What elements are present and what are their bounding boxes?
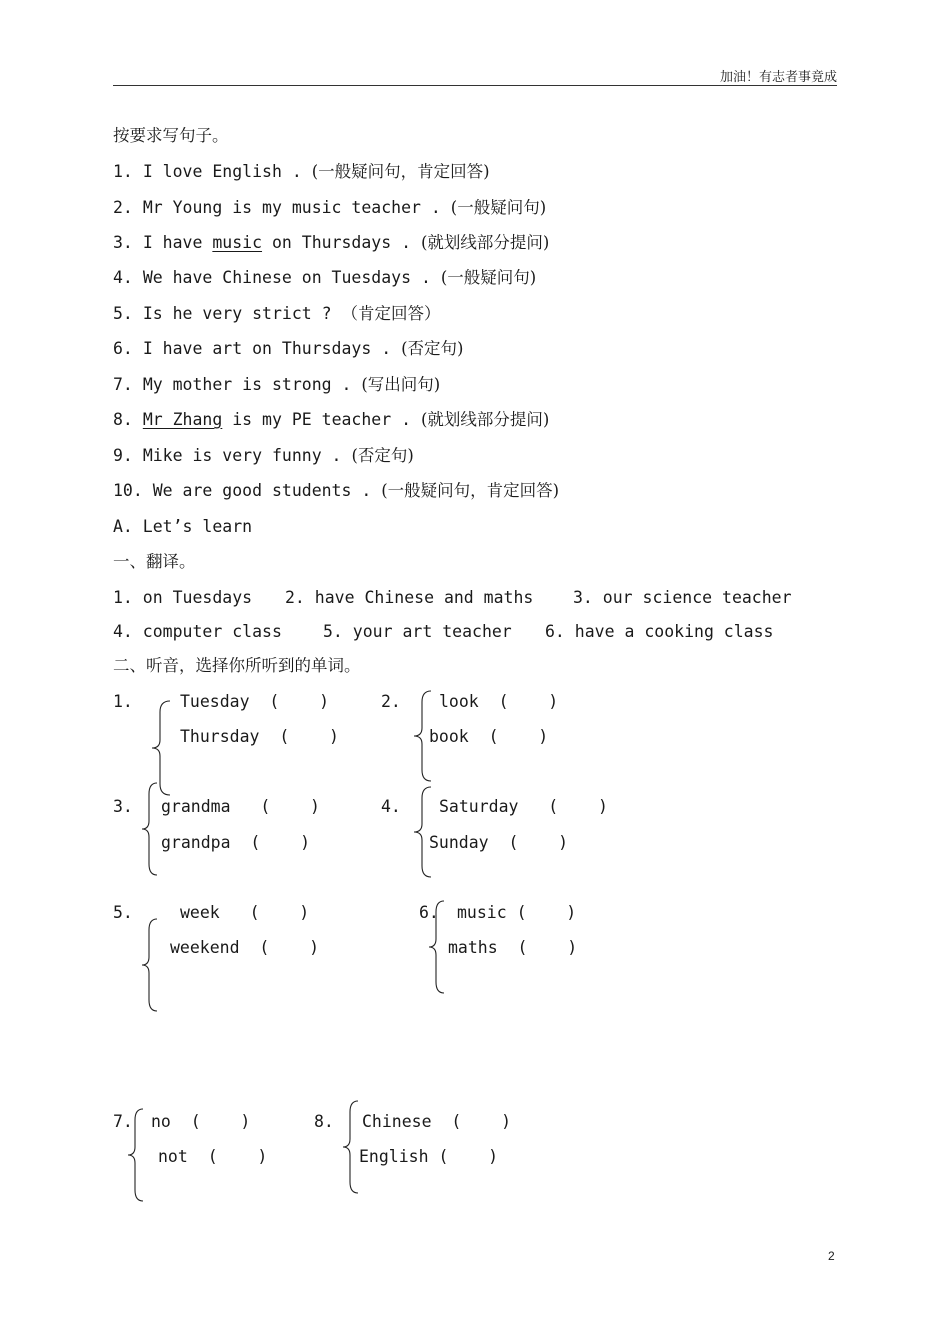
section-a-title: A. Let’s learn [113,517,253,536]
group-1-option-a[interactable]: Tuesday ( ) [180,692,330,711]
section-title: 按要求写句子。 [113,126,229,145]
translate-title: 一、翻译。 [113,552,196,571]
exercise-item-8: 8. Mr Zhang is my PE teacher . (就划线部分提问) [113,410,550,429]
brace-icon [141,918,157,1012]
underlined-word: Mr Zhang [142,410,223,429]
exercise-item-10: 10. We are good students . (一般疑问句，肯定回答) [113,481,560,500]
group-4-option-b[interactable]: Sunday ( ) [429,833,569,852]
group-6-number: 6. [419,903,439,922]
group-7-option-a[interactable]: no ( ) [151,1112,251,1131]
page-number: 2 [828,1249,835,1263]
header-motto: 加油！有志者事竟成 [719,70,837,85]
translate-item-5: 5. your art teacher [323,622,512,641]
group-3-option-b[interactable]: grandpa ( ) [161,833,311,852]
group-3-option-a[interactable]: grandma ( ) [161,797,320,816]
group-7-option-b[interactable]: not ( ) [158,1147,268,1166]
translate-item-6: 6. have a cooking class [545,622,774,641]
exercise-item-3: 3. I have music on Thursdays . (就划线部分提问) [113,233,550,252]
group-2-number: 2. [381,692,401,711]
translate-item-2: 2. have Chinese and maths [285,588,534,607]
exercise-item-6: 6. I have art on Thursdays . (否定句) [113,339,464,358]
group-8-option-b[interactable]: English ( ) [359,1147,499,1166]
exercise-item-7: 7. My mother is strong . (写出问句) [113,375,441,394]
exercise-item-4: 4. We have Chinese on Tuesdays . (一般疑问句) [113,268,537,287]
group-5-option-a[interactable]: week ( ) [180,903,310,922]
exercise-item-5: 5. Is he very strict ? （肯定回答） [113,304,441,323]
group-6-option-a[interactable]: music ( ) [457,903,577,922]
header-divider [113,85,837,86]
group-6-option-b[interactable]: maths ( ) [448,938,578,957]
brace-icon [428,900,444,994]
group-5-option-b[interactable]: weekend ( ) [170,938,320,957]
group-4-option-a[interactable]: Saturday ( ) [439,797,608,816]
group-2-option-a[interactable]: look ( ) [439,692,559,711]
translate-item-4: 4. computer class [113,622,282,641]
brace-icon [141,782,157,876]
exercise-item-1: 1. I love English . (一般疑问句，肯定回答) [113,162,490,181]
group-2-option-b[interactable]: book ( ) [429,727,549,746]
group-1-number: 1. [113,692,133,711]
brace-icon [342,1100,358,1194]
translate-item-1: 1. on Tuesdays [113,588,253,607]
group-8-number: 8. [314,1112,334,1131]
group-1-option-b[interactable]: Thursday ( ) [180,727,339,746]
underlined-word: music [212,233,263,252]
exercise-item-9: 9. Mike is very funny . (否定句) [113,446,414,465]
translate-item-3: 3. our science teacher [573,588,792,607]
brace-icon [413,786,431,878]
group-7-number: 7. [113,1112,133,1131]
group-4-number: 4. [381,797,401,816]
listen-title: 二、听音，选择你所听到的单词。 [113,656,361,675]
brace-icon [127,1108,143,1202]
group-8-option-a[interactable]: Chinese ( ) [362,1112,512,1131]
group-5-number: 5. [113,903,133,922]
group-3-number: 3. [113,797,133,816]
exercise-item-2: 2. Mr Young is my music teacher . (一般疑问句) [113,198,547,217]
